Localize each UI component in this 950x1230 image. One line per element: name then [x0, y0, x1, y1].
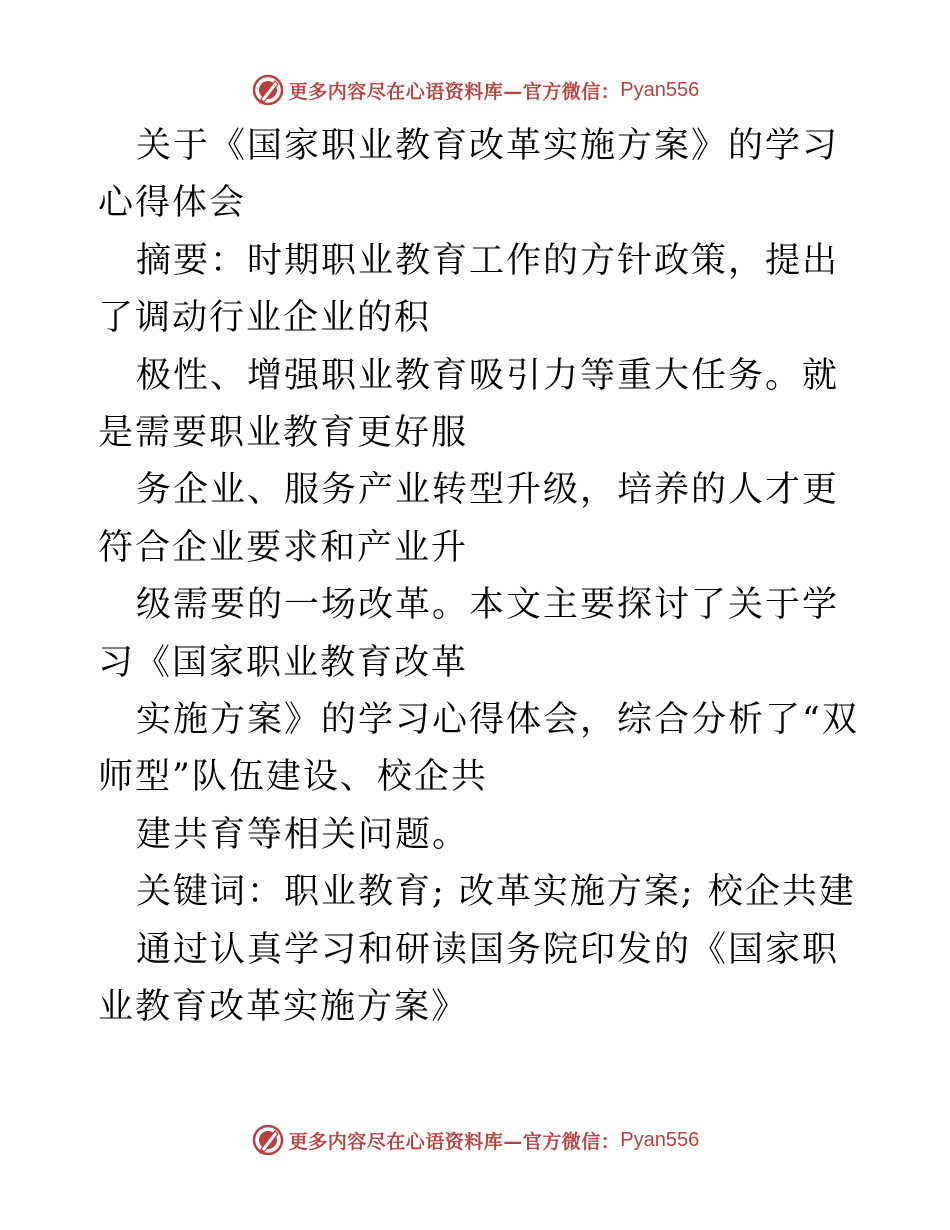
paragraph-abstract-1 — [98, 233, 868, 348]
text-line: 要职业教育更好服 — [172, 413, 469, 454]
text-line: 动行业企业的积 — [172, 298, 432, 339]
text-line: 通过认真学习和研读国务院印发的《国家职业教 — [98, 929, 840, 1028]
paragraph-abstract-3 — [98, 462, 868, 577]
paragraph-title — [98, 118, 868, 233]
text-line: 务企业、服务产业转型升级，培养的人才更符合 — [98, 470, 840, 568]
text-line: 《国家职业教育改革 — [135, 642, 469, 683]
text-line: 关键词：职业教育; 改革实施方案; 校企共建 — [136, 872, 856, 913]
pen-logo-icon — [251, 73, 285, 107]
header-banner — [0, 70, 950, 110]
text-line: 极性、增强职业教育吸引力等重大任务。就是需 — [98, 355, 840, 454]
paragraph-abstract-2 — [98, 348, 868, 463]
footer-wechat-id: Pyan556 — [620, 1128, 700, 1151]
header-banner-text: 更多内容尽在心语资料库—官方微信： — [288, 80, 621, 103]
pen-logo-icon — [251, 1123, 285, 1157]
text-line: 育改革实施方案》 — [172, 987, 469, 1028]
text-line: 型”队伍建设、校企共 — [135, 757, 488, 798]
document-body — [98, 118, 868, 1037]
text-line: 体会 — [172, 183, 247, 224]
paragraph-body-1 — [98, 922, 868, 1037]
header-wechat-id: Pyan556 — [620, 78, 700, 101]
paragraph-abstract-6 — [98, 807, 868, 864]
text-line: 企业要求和产业升 — [172, 527, 469, 568]
text-line: 实施方案》的学习心得体会，综合分析了“双师 — [98, 700, 859, 798]
text-line: 级需要的一场改革。本文主要探讨了关于学习 — [98, 585, 840, 683]
text-line: 关于《国家职业教育改革实施方案》的学习心得 — [98, 126, 840, 224]
paragraph-abstract-5 — [98, 692, 868, 807]
paragraph-abstract-4 — [98, 577, 868, 692]
text-line: 摘要：时期职业教育工作的方针政策，提出了调 — [98, 240, 840, 339]
paragraph-keywords — [98, 864, 868, 921]
footer-banner — [0, 1120, 950, 1160]
footer-banner-text: 更多内容尽在心语资料库—官方微信： — [288, 1130, 621, 1153]
text-line: 建共育等相关问题。 — [136, 814, 470, 855]
